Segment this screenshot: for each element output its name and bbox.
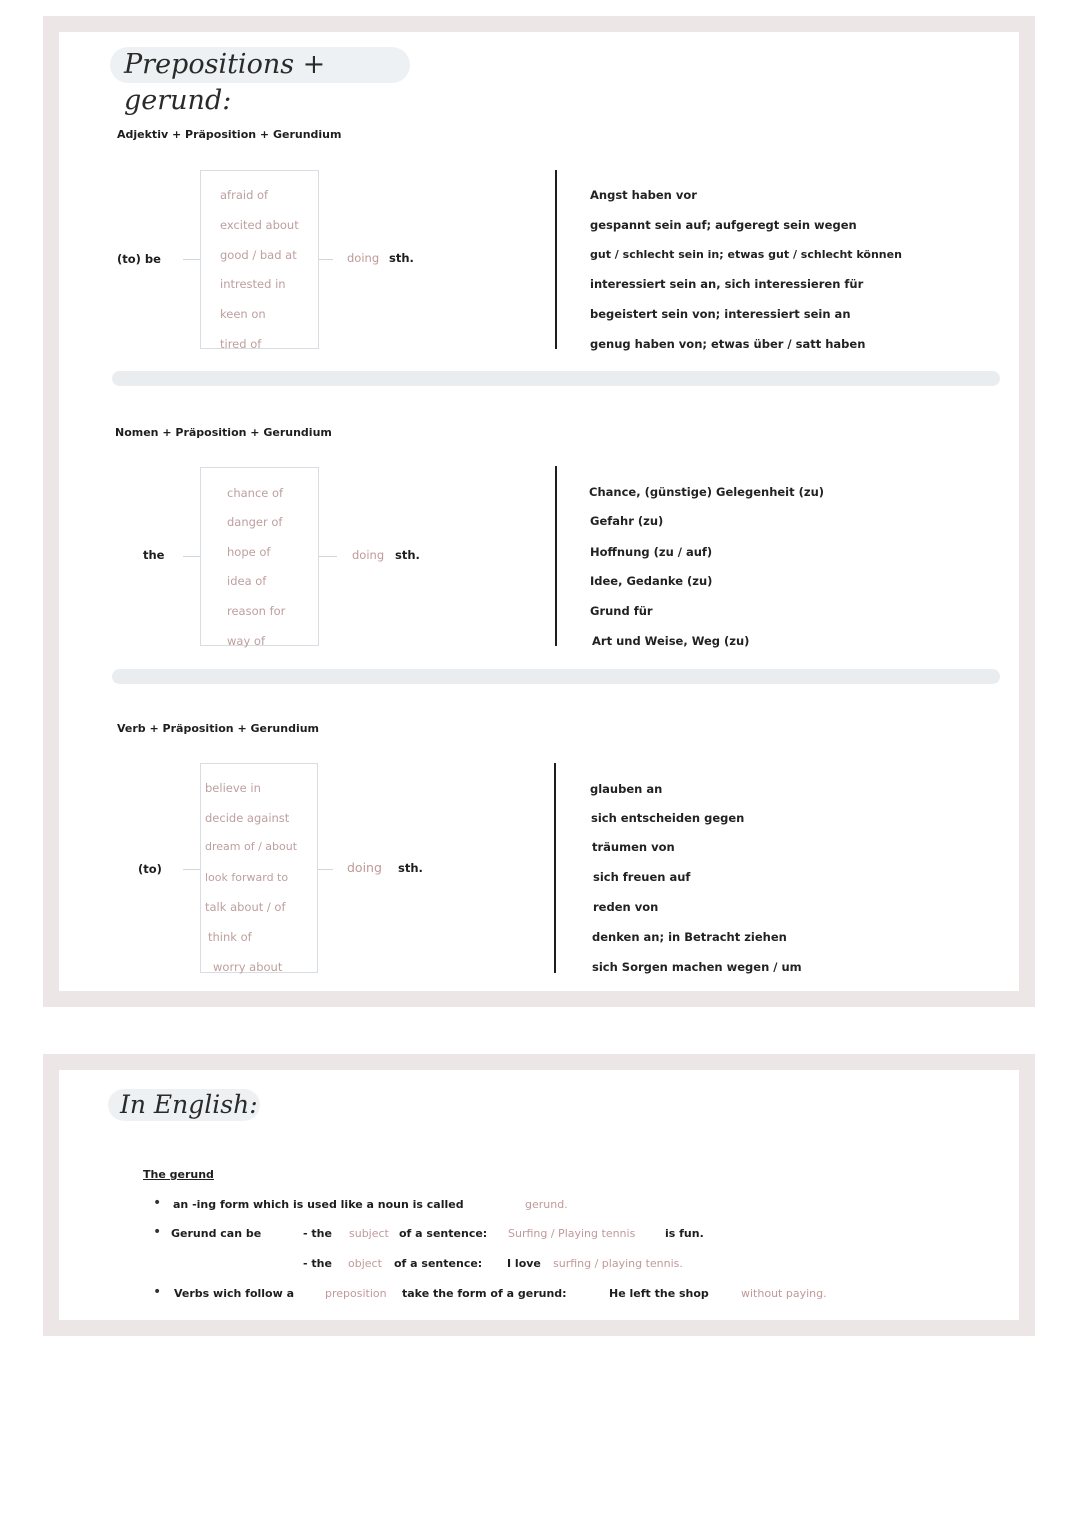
term-verb: decide against — [205, 811, 290, 825]
term-noun: way of — [227, 634, 265, 648]
translation-noun: Idee, Gedanke (zu) — [590, 574, 713, 588]
translation-verb: sich Sorgen machen wegen / um — [592, 960, 802, 974]
translation-noun: Art und Weise, Weg (zu) — [592, 634, 750, 648]
definition-text: an -ing form which is used like a noun is called — [173, 1198, 464, 1211]
translation-verb: sich freuen auf — [593, 870, 691, 884]
term-noun: reason for — [227, 604, 286, 618]
term-noun: chance of — [227, 486, 284, 500]
line3-object: object — [348, 1257, 382, 1270]
section-divider — [112, 371, 1000, 386]
line2-of-sentence: of a sentence: — [399, 1227, 488, 1240]
translation-adjective: gespannt sein auf; aufgeregt sein wegen — [590, 218, 857, 232]
line3-i-love: I love — [507, 1257, 541, 1270]
translation-adjective: interessiert sein an, sich interessieren für — [590, 277, 864, 291]
line4-example: He left the shop — [609, 1287, 709, 1300]
term-adjective: keen on — [220, 307, 266, 321]
term-verb: dream of / about — [205, 840, 298, 853]
translation-adjective: gut / schlecht sein in; etwas gut / schlecht können — [590, 248, 902, 261]
line2-is-fun: is fun. — [665, 1227, 704, 1240]
term-noun: idea of — [227, 574, 267, 588]
group-heading-adjective: Adjektiv + Präposition + Gerundium — [117, 128, 342, 141]
object-sth: sth. — [389, 251, 414, 265]
term-verb: think of — [208, 930, 252, 944]
line3-example: surfing / playing tennis. — [553, 1257, 683, 1270]
group-heading-noun: Nomen + Präposition + Gerundium — [115, 426, 332, 439]
group-subject-noun: the — [143, 548, 165, 562]
term-verb: look forward to — [205, 871, 289, 884]
translation-verb: reden von — [593, 900, 659, 914]
term-adjective: tired of — [220, 337, 262, 351]
term-noun: danger of — [227, 515, 283, 529]
translation-verb: denken an; in Betracht ziehen — [592, 930, 787, 944]
separator-line — [554, 763, 556, 973]
definition-term: gerund. — [525, 1198, 568, 1211]
term-adjective: afraid of — [220, 188, 269, 202]
translation-adjective: begeistert sein von; interessiert sein an — [590, 307, 851, 321]
line2-example: Surfing / Playing tennis — [508, 1227, 636, 1240]
term-adjective: intrested in — [220, 277, 286, 291]
translation-adjective: Angst haben vor — [590, 188, 697, 202]
translation-adjective: genug haben von; etwas über / satt haben — [590, 337, 866, 351]
term-adjective: excited about — [220, 218, 299, 232]
separator-line — [555, 466, 557, 646]
translation-noun: Chance, (günstige) Gelegenheit (zu) — [589, 485, 825, 499]
bullet-point: • — [153, 1195, 162, 1211]
bullet-point: • — [153, 1284, 162, 1300]
object-doing: doing — [347, 860, 382, 875]
line3-the: - the — [303, 1257, 332, 1270]
translation-verb: glauben an — [590, 782, 663, 796]
connector-line — [319, 259, 333, 260]
group-heading-verb: Verb + Präposition + Gerundium — [117, 722, 320, 735]
term-noun: hope of — [227, 545, 271, 559]
connector-line — [183, 556, 200, 557]
line2-the: - the — [303, 1227, 332, 1240]
object-sth: sth. — [395, 548, 420, 562]
connector-line — [183, 869, 200, 870]
separator-line — [555, 170, 557, 349]
line3-of-sentence: of a sentence: — [394, 1257, 483, 1270]
term-verb: talk about / of — [205, 900, 286, 914]
term-adjective: good / bad at — [220, 248, 297, 262]
line4-example-gerund: without paying. — [741, 1287, 827, 1300]
notes-card-prepositions — [43, 16, 1035, 1007]
line4-rule: take the form of a gerund: — [402, 1287, 567, 1300]
group-subject-verb: (to) — [138, 862, 162, 876]
object-sth: sth. — [398, 861, 423, 875]
line4-text: Verbs wich follow a — [174, 1287, 295, 1300]
connector-line — [183, 259, 200, 260]
connector-line — [319, 556, 337, 557]
translation-noun: Grund für — [590, 604, 653, 618]
translation-verb: träumen von — [592, 840, 675, 854]
section-title-in-english: In English: — [108, 1089, 260, 1121]
connector-line — [318, 869, 333, 870]
term-verb: believe in — [205, 781, 261, 795]
object-doing: doing — [347, 251, 380, 265]
translation-noun: Gefahr (zu) — [590, 514, 664, 528]
line4-preposition: preposition — [325, 1287, 387, 1300]
group-subject-adjective: (to) be — [117, 252, 161, 266]
bullet-point: • — [153, 1224, 162, 1240]
translation-verb: sich entscheiden gegen — [591, 811, 745, 825]
object-doing: doing — [352, 548, 385, 562]
line2-subject: subject — [349, 1227, 389, 1240]
translation-noun: Hoffnung (zu / auf) — [590, 545, 713, 559]
section-divider — [112, 669, 1000, 684]
page-title: Prepositions + gerund: — [110, 47, 410, 83]
gerund-subheading: The gerund — [143, 1168, 214, 1181]
term-verb: worry about — [213, 960, 283, 974]
gerund-can-be: Gerund can be — [171, 1227, 262, 1240]
